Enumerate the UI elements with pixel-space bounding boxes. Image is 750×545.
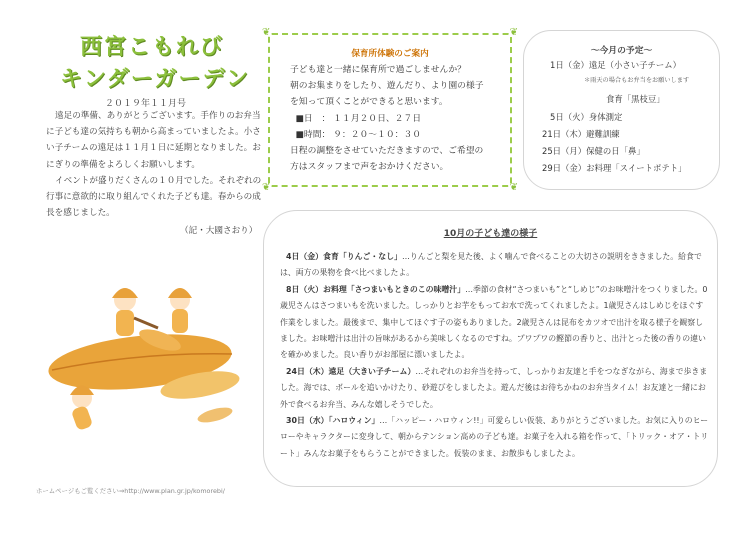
- schedule-event: お料理「スイートポテト」: [586, 163, 687, 173]
- report-entry: [280, 249, 710, 282]
- time-value: ９：２０～１０：３０: [333, 129, 422, 140]
- signature: （記・大國さおり）: [180, 226, 258, 236]
- notice-title: 保育所体験のご案内: [351, 49, 429, 59]
- small-leaf-icon: [196, 405, 234, 426]
- time-label: ■時間：: [295, 129, 331, 140]
- school-name-line1: 西宮こもれび: [80, 35, 225, 60]
- child-body: [172, 309, 188, 333]
- issue-date: ２０１９年１１月号: [105, 99, 187, 109]
- schedule-date: 25日（月）: [542, 146, 587, 156]
- report-entry: [280, 282, 710, 364]
- report-entry-heading: 24日（木）遠足（大きい子チーム）: [286, 366, 416, 376]
- october-report-box: [263, 210, 718, 487]
- schedule-event: 避難訓練: [586, 129, 620, 139]
- school-name-line2: キンダーガーデン: [60, 67, 251, 92]
- dates-label: ■日 ：: [295, 113, 331, 124]
- report-entry-text: …「ハッピー・ハロウィン!!」可愛らしい仮装、ありがとうございました。お気に入りのヒーローやキャラクターに変身して、朝からテンション高めの子ども達。お菓子を入れる箱を作って、「トリック・オア・トリート」みんなお菓子をもらうことができました。仮装のまま、お散歩もしましたよ。: [280, 416, 709, 458]
- vine-icon: ❦: [509, 27, 518, 38]
- schedule-date: 5日（火）: [550, 112, 589, 122]
- violin-icon: [134, 318, 158, 328]
- schedule-item: [542, 162, 687, 174]
- child-body: [116, 310, 134, 336]
- schedule-item: [550, 111, 622, 123]
- autumn-children-illustration: [40, 270, 250, 440]
- report-entry-heading: 30日（水）「ハロウィン」: [286, 416, 380, 426]
- homepage-footer: ホームページもご覧ください⇒http://www.plan.gr.jp/komorebi/: [36, 487, 225, 495]
- intro-text: [46, 108, 271, 221]
- notice-time: [290, 127, 505, 143]
- notice-body: [290, 62, 505, 175]
- vine-icon: ❦: [509, 182, 518, 193]
- dates-value: １１月２０日、２７日: [333, 113, 422, 124]
- schedule-event: 保健の日「鼻」: [586, 146, 645, 156]
- report-entry-heading: 8日（火）お料理「さつまいもときのこの味噌汁」: [286, 284, 466, 294]
- notice-line: 日程の調整をさせていただきますので、ご希望の: [290, 146, 484, 157]
- schedule-item: 食育「黒枝豆」: [606, 94, 665, 104]
- intro-paragraph-2: イベントが盛りだくさんの１０月でした。それぞれの行事に意欲的に取り組んでくれた子ども達。春からの成長を感じました。: [46, 175, 262, 219]
- schedule-item: [542, 128, 620, 140]
- schedule-event: 遠足（小さい子チーム）: [588, 60, 681, 70]
- notice-line: 子ども達と一緒に保育所で過ごしませんか？: [290, 65, 466, 75]
- schedule-date: 29日（金）: [542, 163, 587, 173]
- report-entry-text: …それぞれのお弁当を持って、しっかりお友達と手をつなぎながら、海まで歩きました。海では、ボールを追いかけたり、砂遊びをしましたよ。遊んだ後はお待ちかねのお弁当タイム！お友達と一緒にお外で食べるお弁当、みんな嬉しそうでした。: [280, 366, 708, 409]
- vine-icon: ❦: [262, 182, 271, 193]
- notice-line: を知って頂くことができると思います。: [290, 97, 448, 108]
- schedule-title: ～今月の予定～: [590, 46, 653, 56]
- monthly-schedule-box: [523, 30, 720, 190]
- report-entry-text: …りんごと梨を見た後、よく噛んで食べることの大切さの説明をききました。給食では、両方の果物を食べ比べましたよ。: [280, 252, 702, 278]
- leaf-hat-icon: [112, 288, 138, 298]
- trial-notice-box: [262, 27, 518, 193]
- leaf-hat-icon: [168, 288, 192, 298]
- intro-paragraph-1: 遠足の準備、ありがとうございます。手作りのお弁当に子ども達の気持ちも朝から高まっていましたよ。小さい子チームの遠足は１１月１日に延期となりました。おにぎりの準備をよろしくお願いします。: [46, 111, 261, 170]
- child-body: [71, 405, 94, 431]
- report-body: [280, 249, 710, 462]
- schedule-note: ＊雨天の場合もお弁当をお願いします: [584, 77, 690, 84]
- notice-line: 朝のお集まりをしたり、遊んだり、より園の様子: [290, 81, 484, 92]
- report-entry-heading: 4日（金）食育「りんご・なし」: [286, 252, 402, 261]
- report-entry-text: …季節の食材“さつまいも”と“しめじ”のお味噌汁をつくりました。0歳児さんはさつまいもを洗いました。しっかりとお芋をもってお水で洗ってくれましたよ。1歳児さんはしめじをほぐす作業をしました。最後まで、集中してほぐす子の姿もありました。2歳児さんは昆布をカツオで出汁を取る様子を観察しました。お味噌汁は出汁の旨味があるから美味しくなるのですね。プワプワの鰹節の香りと、出汁とった後の香りの違いを確かめました。良い香りがお部屋に漂いましたよ。: [280, 284, 708, 360]
- vine-icon: ❦: [262, 27, 271, 38]
- schedule-date: 21日（木）: [542, 129, 587, 139]
- report-entry: [280, 364, 710, 413]
- schedule-item: [550, 59, 681, 71]
- notice-dates: [290, 111, 505, 127]
- report-title: 10月の子ども達の様子: [443, 229, 538, 239]
- notice-line: 方はスタッフまで声をおかけください。: [290, 162, 449, 173]
- schedule-item: [542, 145, 645, 157]
- report-entry: [280, 413, 710, 462]
- schedule-event: 身体測定: [588, 112, 623, 122]
- schedule-date: 1日（金）: [550, 60, 589, 70]
